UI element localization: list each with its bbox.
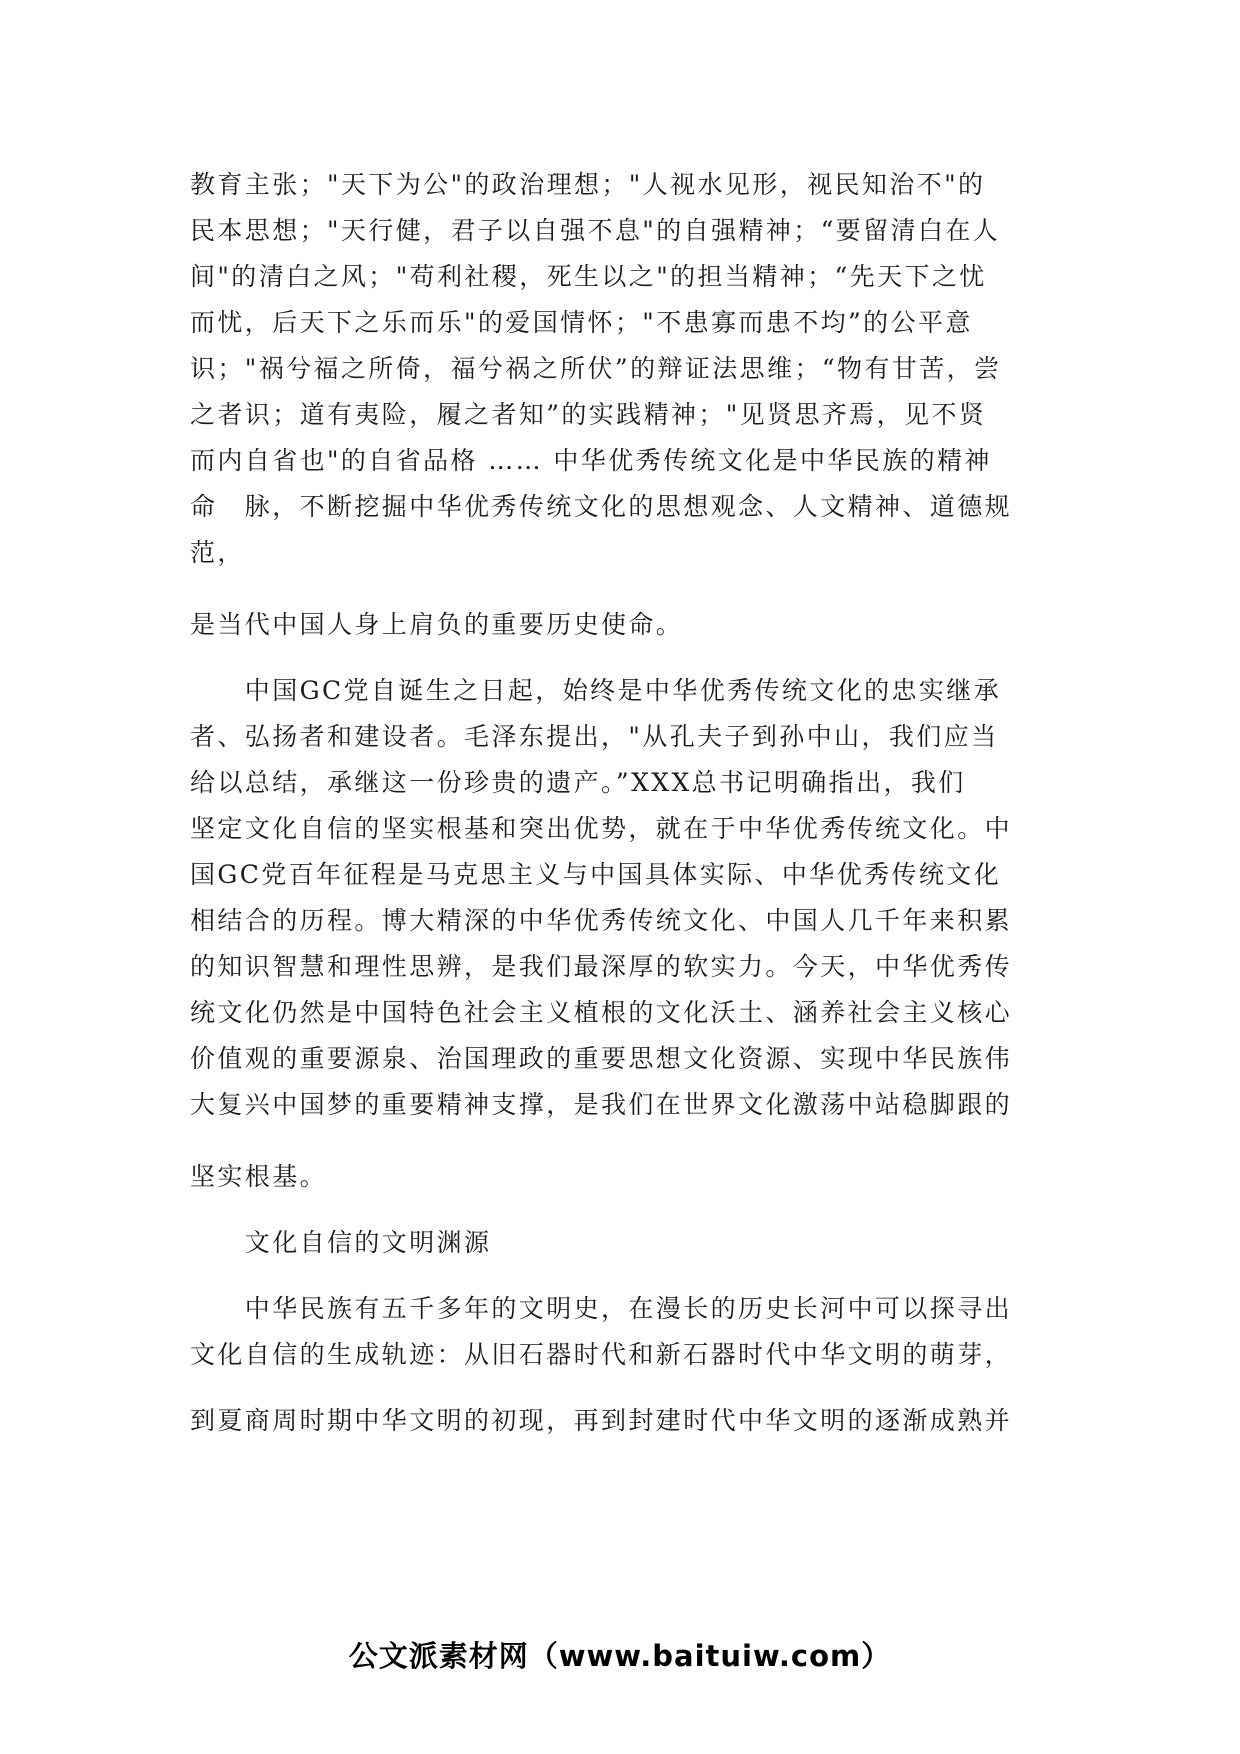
text-line: 相结合的历程。博大精深的中华优秀传统文化、中国人几千年来积累 bbox=[190, 906, 1013, 935]
text-line: 民本思想；"天行健，君子以自强不息"的自强精神；“要留清白在人 bbox=[190, 216, 1001, 245]
text-line: 范， bbox=[190, 538, 245, 567]
text-line: 统文化仍然是中国特色社会主义植根的文化沃土、涵养社会主义核心 bbox=[190, 998, 1013, 1027]
text-line: 而忧，后天下之乐而乐"的爱国情怀；"不患寡而患不均”的公平意 bbox=[190, 308, 973, 337]
footer-watermark: 公文派素材网（www.baituiw.com） bbox=[348, 1639, 892, 1673]
text-line: 坚定文化自信的坚实根基和突出优势，就在于中华优秀传统文化。中 bbox=[190, 814, 1013, 843]
body-text bbox=[190, 162, 1065, 1444]
text-line: 价值观的重要源泉、治国理政的重要思想文化资源、实现中华民族伟 bbox=[190, 1044, 1013, 1073]
text-line: 教育主张；"天下为公"的政治理想；"人视水见形，视民知治不"的 bbox=[190, 170, 986, 199]
text-line: 大复兴中国梦的重要精神支撑，是我们在世界文化激荡中站稳脚跟的 bbox=[190, 1090, 1013, 1119]
text-line: 者、弘扬者和建设者。毛泽东提出，"从孔夫子到孙中山，我们应当 bbox=[190, 722, 999, 751]
text-line: 给以总结，承继这一份珍贵的遗产。”XXX总书记明确指出，我们 bbox=[190, 768, 966, 797]
text-line: 之者识；道有夷险，履之者知”的实践精神；"见贤思齐焉，见不贤 bbox=[190, 400, 987, 429]
text-line: 的知识智慧和理性思辨，是我们最深厚的软实力。今天，中华优秀传 bbox=[190, 952, 1013, 981]
text-line: 间"的清白之风；"苟利社稷，死生以之"的担当精神；“先天下之忧 bbox=[190, 262, 987, 291]
text-line: 坚实根基。 bbox=[190, 1162, 328, 1191]
text-line: 是当代中国人身上肩负的重要历史使命。 bbox=[190, 610, 684, 639]
section-heading: 文化自信的文明渊源 bbox=[190, 1228, 492, 1257]
text-line: 识；"祸兮福之所倚，福兮祸之所伏”的辩证法思维；“物有甘苦，尝 bbox=[190, 354, 1002, 383]
text-line: 国GC党百年征程是马克思主义与中国具体实际、中华优秀传统文化 bbox=[190, 860, 1002, 889]
text-line: 中华民族有五千多年的文明史，在漫长的历史长河中可以探寻出 bbox=[190, 1294, 1013, 1323]
text-line: 到夏商周时期中华文明的初现，再到封建时代中华文明的逐渐成熟并 bbox=[190, 1406, 1013, 1435]
text-line: 文化自信的生成轨迹：从旧石器时代和新石器时代中华文明的萌芽， bbox=[190, 1340, 1013, 1369]
text-line: 中国GC党自诞生之日起，始终是中华优秀传统文化的忠实继承 bbox=[190, 676, 1002, 705]
text-line: 而内自省也"的自省品格 …… 中华优秀传统文化是中华民族的精神 bbox=[190, 446, 992, 475]
text-line: 命 脉，不断挖掘中华优秀传统文化的思想观念、人文精神、道德规 bbox=[190, 492, 1013, 521]
